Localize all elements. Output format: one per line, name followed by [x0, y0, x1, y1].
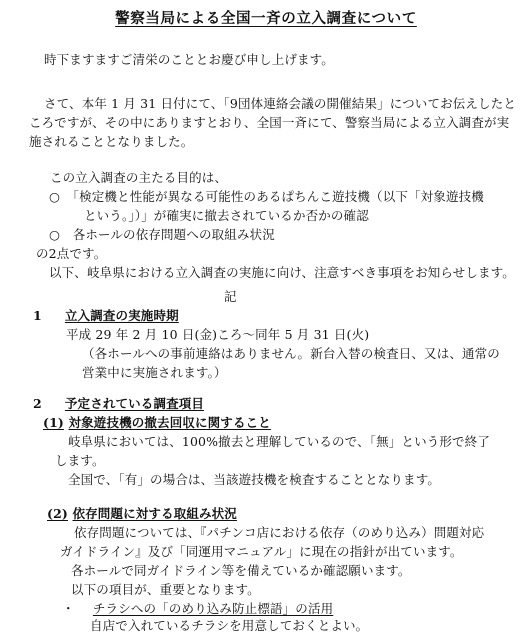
- bullet-item: [62, 603, 333, 616]
- bullet-title: チラシへの「のめり込み防止標語」の活用: [92, 601, 334, 616]
- purpose-heading: この立入調査の主たる目的は、: [50, 170, 228, 185]
- section-1-note-line-2: 営業中に実施されます。）: [82, 365, 227, 380]
- section-2-sub-1-line-1: 岐阜県においては、100%撤去と理解しているので、「無」という形で終了: [68, 434, 490, 449]
- greeting: 時下ますますご清栄のこととお慶び申し上げます。: [44, 52, 334, 67]
- section-2-sub-1-label: (1): [43, 415, 64, 430]
- section-2-sub-2-label: (2): [47, 506, 68, 521]
- bullet-marker: ・: [62, 601, 75, 616]
- section-2-sub-2-line-2: ガイドライン』及び「同運用マニュアル」に現在の指針が出ています。: [60, 544, 463, 559]
- purpose-notice: 以下、岐阜県における立入調査の実施に向け、注意すべき事項をお知らせします。: [49, 265, 515, 280]
- intro-line-3: 施されることとなりました。: [29, 134, 194, 149]
- bullet-line: 自店で入れているチラシを用意しておくとよい。: [90, 618, 369, 633]
- section-2-sub-1-title: 対象遊技機の撤去回収に関すること: [68, 415, 271, 430]
- section-2-sub-1-line-3: 全国で、「有」の場合は、当該遊技機を検査することとなります。: [68, 472, 441, 487]
- purpose-item-1-line-2: という。」）」が確実に撤去されているか否かの確認: [84, 208, 369, 223]
- section-2-sub-2-heading: [47, 508, 237, 521]
- section-2-sub-2-title: 依存問題に対する取組み状況: [72, 506, 237, 521]
- purpose-item-2: ○ 各ホールの依存問題への取組み状況: [49, 227, 275, 242]
- section-2-title: 予定されている調査項目: [64, 396, 205, 411]
- section-1-heading: [33, 310, 179, 323]
- section-1-note-line-1: （各ホールへの事前連絡はありません。新台入替の検査日、又は、通常の: [82, 346, 500, 361]
- section-1-number: 1: [33, 308, 42, 323]
- document-title: 警察当局による全国一斉の立入調査について: [115, 10, 417, 27]
- section-2-sub-1-line-2: します。: [55, 453, 105, 468]
- ki-marker: 記: [224, 289, 237, 304]
- section-2-number: 2: [33, 396, 42, 411]
- purpose-count: の2点です。: [36, 246, 107, 261]
- section-1-title: 立入調査の実施時期: [64, 308, 179, 323]
- section-1-period: 平成 29 年 2 月 10 日(金)ころ～同年 5 月 31 日(火): [66, 327, 370, 342]
- intro-line-1: さて、本年 1 月 31 日付にて、「9団体連絡会議の開催結果」についてお伝えしたと: [44, 96, 517, 111]
- section-2-sub-1-heading: [43, 417, 271, 430]
- section-2-sub-2-line-1: 依存問題については、『パチンコ店における依存（のめり込み）問題対応: [74, 525, 485, 540]
- section-2-sub-2-line-4: 以下の項目が、重要となります。: [71, 582, 260, 597]
- purpose-item-1-line-1: ○ 「検定機と性能が異なる可能性のあるぱちんこ遊技機（以下「対象遊技機: [49, 189, 484, 204]
- section-2-sub-2-line-3: 各ホールで同ガイドライン等を備えているか確認願います。: [71, 563, 411, 578]
- section-2-heading: [33, 398, 204, 411]
- intro-line-2: ころですが、その中にありますとおり、全国一斉にて、警察当局による立入調査が実: [29, 115, 510, 130]
